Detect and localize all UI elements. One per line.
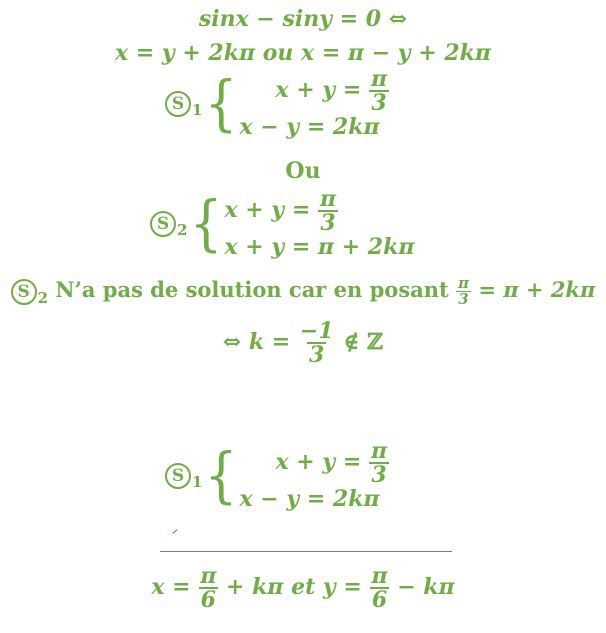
fraction-numerator: −1 xyxy=(299,318,334,344)
fraction-numerator: π xyxy=(200,563,217,589)
system-index: 1 xyxy=(192,101,203,119)
fraction-numerator: π xyxy=(319,186,337,212)
system-s1 xyxy=(165,68,389,140)
equation-general-solutions: x = y + 2kπ ou x = π − y + 2kπ xyxy=(115,40,491,66)
equation-text: x + y = xyxy=(275,449,369,475)
explanation-text: N’a pas de solution car en posant xyxy=(55,277,457,302)
fraction-denominator: 3 xyxy=(371,462,387,488)
equation-sin-difference: sinx − siny = 0 ⇔ xyxy=(198,6,408,32)
system-equation-1 xyxy=(276,440,390,486)
system-index: 1 xyxy=(192,473,203,491)
fraction-numerator: π xyxy=(370,66,388,92)
divider-line xyxy=(160,551,452,552)
circled-s-icon: S xyxy=(165,91,191,117)
equation-text: − kπ xyxy=(389,574,455,600)
system-equation-1 xyxy=(225,188,339,234)
circled-s-icon: S xyxy=(11,279,37,305)
equation-text: x + y = xyxy=(224,197,318,223)
fraction-numerator: π xyxy=(458,274,470,292)
fraction-denominator: 6 xyxy=(200,587,216,613)
equation-text: ∉ ℤ xyxy=(335,329,384,355)
system-s2 xyxy=(150,188,414,260)
fraction xyxy=(298,320,336,366)
system-s1-repeat xyxy=(165,440,389,512)
fraction xyxy=(318,188,338,234)
fraction xyxy=(456,276,471,307)
system-index: 2 xyxy=(37,289,49,307)
system-equation-2: x − y = 2kπ xyxy=(239,486,380,512)
fraction xyxy=(198,565,218,611)
fraction xyxy=(369,440,389,486)
system-index: 2 xyxy=(177,221,188,239)
circled-s-icon: S xyxy=(150,211,176,237)
pen-mark xyxy=(172,529,177,534)
system-equation-1 xyxy=(276,68,390,114)
equation-text: x + y = xyxy=(275,77,369,103)
fraction-denominator: 3 xyxy=(458,290,469,308)
fraction-denominator: 3 xyxy=(320,210,336,236)
circled-s-icon: S xyxy=(165,463,191,489)
fraction-numerator: π xyxy=(370,438,388,464)
equation-text: + kπ et y = xyxy=(218,574,370,600)
system-equation-2: x − y = 2kπ xyxy=(239,114,380,140)
k-equation xyxy=(0,320,606,366)
equation-text: = π + 2kπ xyxy=(471,277,596,302)
fraction-numerator: π xyxy=(371,563,388,589)
fraction xyxy=(369,68,389,114)
fraction xyxy=(369,565,389,611)
brace: { xyxy=(204,69,238,139)
final-solution xyxy=(0,565,606,611)
equation-text: ⇔ k = xyxy=(222,329,298,355)
brace: { xyxy=(189,189,223,259)
fraction-denominator: 6 xyxy=(371,587,388,613)
equation-text: x = xyxy=(151,574,199,600)
s2-no-solution-line xyxy=(0,276,606,307)
system-equation-2: x + y = π + 2kπ xyxy=(224,234,415,260)
brace: { xyxy=(204,441,238,511)
fraction-denominator: 3 xyxy=(371,90,387,116)
fraction-denominator: 3 xyxy=(309,342,325,368)
ou-label: Ou xyxy=(285,158,321,184)
